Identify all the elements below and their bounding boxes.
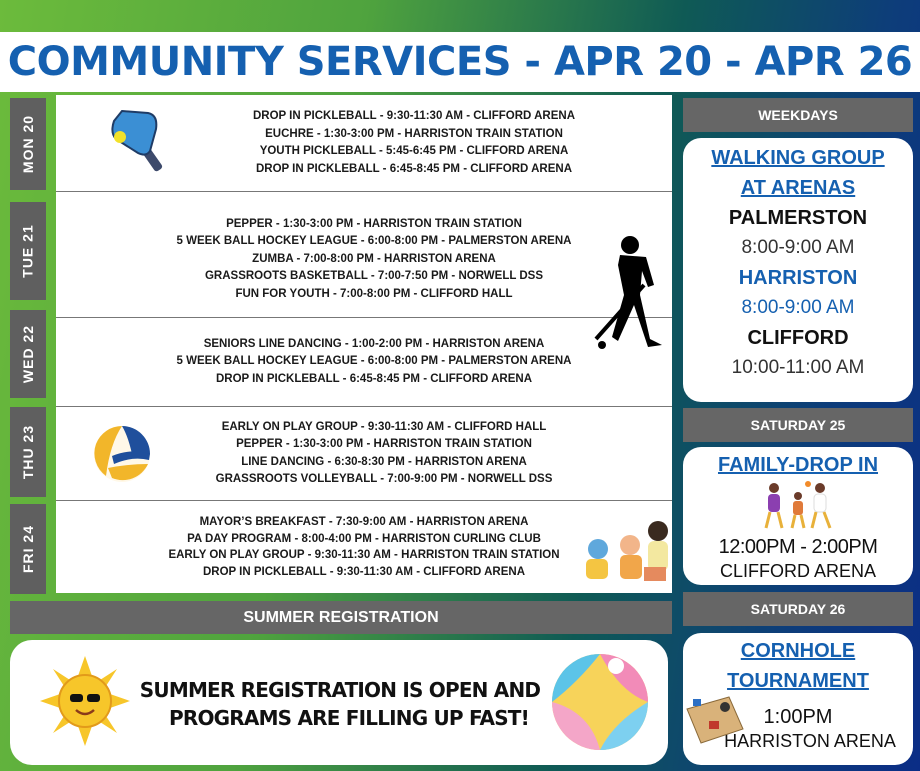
saturday-26-panel xyxy=(683,633,913,765)
beach-ball-icon xyxy=(550,652,650,752)
event: DROP IN PICKLEBALL - 6:45-8:45 PM - CLIFFORD ARENA xyxy=(255,162,573,175)
page-title: COMMUNITY SERVICES - APR 20 - APR 26 xyxy=(0,32,920,92)
event: GRASSROOTS BASKETBALL - 7:00-7:50 PM - NORWELL DSS xyxy=(204,270,543,283)
event: LINE DANCING - 6:30-8:30 PM - HARRISTON ARENA xyxy=(241,455,527,468)
event: EARLY ON PLAY GROUP - 9:30-11:30 AM - HARRISTON TRAIN STATION xyxy=(168,549,560,561)
event: DROP IN PICKLEBALL - 6:45-8:45 PM - CLIFFORD ARENA xyxy=(215,372,533,385)
event: FUN FOR YOUTH - 7:00-8:00 PM - CLIFFORD HALL xyxy=(235,287,513,300)
day-label: THU 23 xyxy=(20,424,37,480)
time-clifford: 10:00-11:00 AM xyxy=(731,357,865,378)
kids-playing-icon xyxy=(580,517,672,585)
weekdays-panel xyxy=(683,138,913,402)
cornhole-link[interactable]: CORNHOLE xyxy=(740,640,856,662)
cornhole-place: HARRISTON ARENA xyxy=(724,731,896,751)
event: PEPPER - 1:30-3:00 PM - HARRISTON TRAIN STATION xyxy=(226,217,522,230)
event: EARLY ON PLAY GROUP - 9:30-11:30 AM - CLIFFORD HALL xyxy=(221,420,547,433)
sun-icon xyxy=(40,656,130,746)
saturday-26-header: SATURDAY 26 xyxy=(683,592,913,626)
day-tab-thu xyxy=(10,407,46,497)
walking-group-link-2[interactable]: AT ARENAS xyxy=(740,177,856,199)
event: GRASSROOTS VOLLEYBALL - 7:00-9:00 PM - NORWELL DSS xyxy=(215,473,553,485)
family-drop-in-place: CLIFFORD ARENA xyxy=(719,561,877,581)
event: DROP IN PICKLEBALL - 9:30-11:30 AM - CLIFFORD ARENA xyxy=(202,565,526,578)
summer-line-2: PROGRAMS ARE FILLING UP FAST! xyxy=(169,706,529,730)
event: EUCHRE - 1:30-3:00 PM - HARRISTON TRAIN STATION xyxy=(265,127,563,140)
location-clifford: CLIFFORD xyxy=(747,327,849,349)
event: 5 WEEK BALL HOCKEY LEAGUE - 6:00-8:00 PM - PALMERSTON ARENA xyxy=(176,235,572,248)
summer-line-1: SUMMER REGISTRATION IS OPEN AND xyxy=(139,678,541,702)
schedule-row-wed xyxy=(56,318,672,407)
day-label: WED 22 xyxy=(20,324,36,384)
walking-group-link[interactable]: WALKING GROUP xyxy=(711,147,885,169)
family-drop-in-link[interactable]: FAMILY-DROP IN xyxy=(717,454,879,476)
day-label: TUE 21 xyxy=(20,224,36,278)
family-drop-in-time: 12:00PM - 2:00PM xyxy=(718,536,878,558)
event: PEPPER - 1:30-3:00 PM - HARRISTON TRAIN STATION xyxy=(236,438,532,450)
volleyball-icon xyxy=(92,424,152,484)
family-playing-icon xyxy=(758,480,838,530)
cornhole-board-icon xyxy=(685,695,745,745)
day-label: FRI 24 xyxy=(20,524,37,574)
event: PA DAY PROGRAM - 8:00-4:00 PM - HARRISTON CURLING CLUB xyxy=(187,532,541,545)
location-harriston: HARRISTON xyxy=(738,267,858,289)
weekdays-header: WEEKDAYS xyxy=(683,98,913,132)
summer-registration-header: SUMMER REGISTRATION xyxy=(10,601,672,634)
day-tab-mon xyxy=(10,98,46,190)
event: MAYOR’S BREAKFAST - 7:30-9:00 AM - HARRISTON ARENA xyxy=(199,516,529,528)
saturday-25-header: SATURDAY 25 xyxy=(683,408,913,442)
schedule-row-tue xyxy=(56,192,672,318)
day-tab-wed xyxy=(10,310,46,398)
summer-registration-panel xyxy=(10,640,668,765)
location-palmerston: PALMERSTON xyxy=(728,207,868,229)
day-tab-fri xyxy=(10,504,46,594)
event: DROP IN PICKLEBALL - 9:30-11:30 AM - CLIFFORD ARENA xyxy=(252,110,576,122)
cornhole-time: 1:00PM xyxy=(763,706,833,728)
saturday-25-panel xyxy=(683,447,913,585)
day-label: MON 20 xyxy=(20,114,36,174)
event: YOUTH PICKLEBALL - 5:45-6:45 PM - CLIFFORD ARENA xyxy=(259,145,569,157)
pickleball-paddle-icon xyxy=(108,107,168,175)
schedule-panel xyxy=(56,95,672,593)
hockey-player-icon xyxy=(584,235,668,351)
day-tab-tue xyxy=(10,202,46,300)
cornhole-link-2[interactable]: TOURNAMENT xyxy=(727,670,869,692)
event: SENIORS LINE DANCING - 1:00-2:00 PM - HARRISTON ARENA xyxy=(203,337,545,350)
time-harriston: 8:00-9:00 AM xyxy=(741,297,855,318)
event: ZUMBA - 7:00-8:00 PM - HARRISTON ARENA xyxy=(252,252,496,265)
event: 5 WEEK BALL HOCKEY LEAGUE - 6:00-8:00 PM - PALMERSTON ARENA xyxy=(176,355,572,368)
time-palmerston: 8:00-9:00 AM xyxy=(741,237,855,258)
